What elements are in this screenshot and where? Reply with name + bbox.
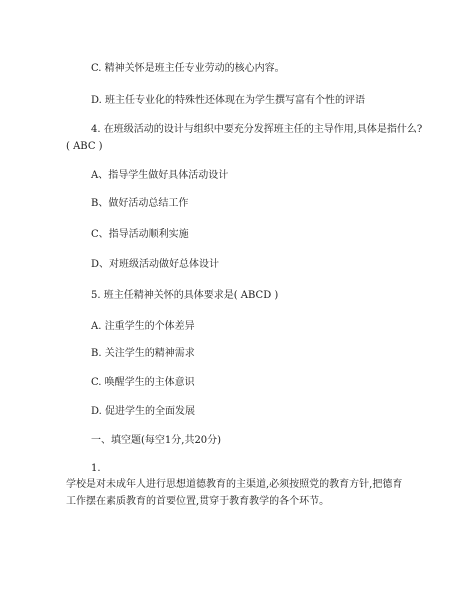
q5-option-a: A. 注重学生的个体差异 [91,321,195,332]
q3-option-c: C. 精神关怀是班主任专业劳动的核心内容。 [91,63,285,74]
fill-question-number: 1. [91,463,101,474]
q5-question: 5. 班主任精神关怀的具体要求是( ABCD ) [91,290,279,301]
q4-option-b: B、做好活动总结工作 [91,198,189,209]
q4-question: 4. 在班级活动的设计与组织中要充分发挥班主任的主导作用,具体是指什么? [91,124,423,135]
q4-option-d: D、对班级活动做好总体设计 [91,259,220,270]
section-title: 一、填空题(每空1分,共20分) [91,435,222,446]
q4-answer: ( ABC ) [66,141,103,152]
q5-option-c: C. 唤醒学生的主体意识 [91,377,195,388]
q5-option-d: D. 促进学生的全面发展 [91,406,196,417]
q3-option-d: D. 班主任专业化的特殊性还体现在为学生撰写富有个性的评语 [91,95,366,106]
q4-option-a: A、指导学生做好具体活动设计 [91,170,229,181]
q4-option-c: C、指导活动顺利实施 [91,229,189,240]
fill-question-text: 学校是对未成年人进行思想道德教育的主渠道,必须按照党的教育方针,把德育工作摆在素质教育的首要位置,贯穿于教育教学的各个环节。 [66,479,403,507]
q5-option-b: B. 关注学生的精神需求 [91,348,195,359]
